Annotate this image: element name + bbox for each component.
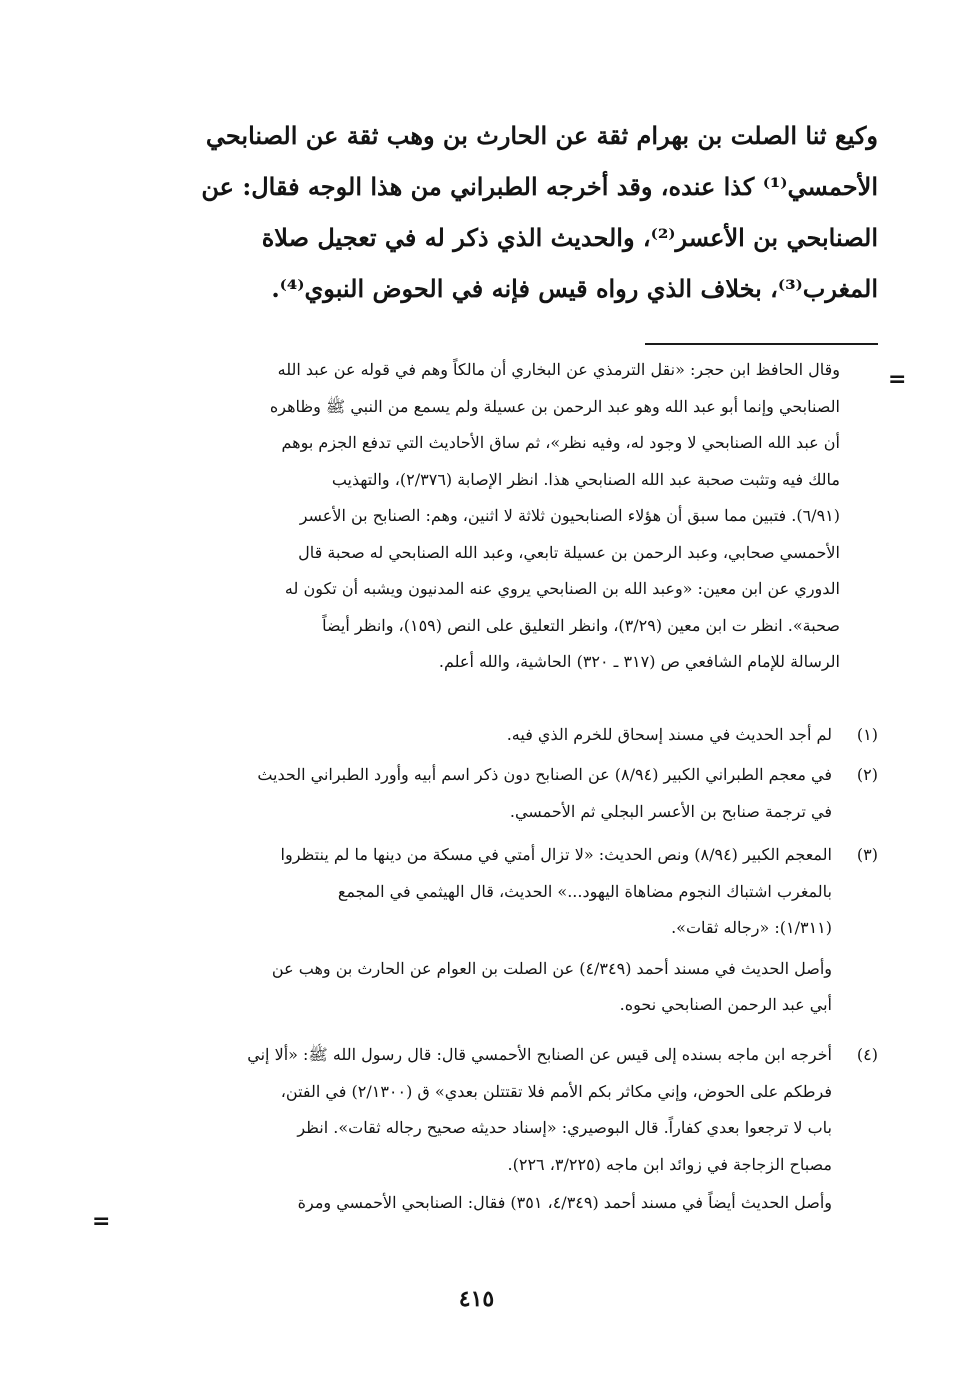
footnote-line: باب لا ترجعوا بعدي كفاراً. قال البوصيري: «إسناد حديثه صحيح رجاله ثقات». انظر — [297, 1118, 832, 1137]
footnote-line: وأصل الحديث أيضاً في مسند أحمد (٤/٣٤٩، ٣٥١) فقال: الصنابحي الأحمسي ومرة — [297, 1193, 832, 1212]
footnote-line: مصباح الزجاجة في زوائد ابن ماجه (٣/٢٢٥، ٢٢٦). — [507, 1154, 832, 1174]
main-text-line: المغرب⁽³⁾، بخلاف الذي رواه قيس فإنه في الحوض النبوي⁽⁴⁾. — [271, 274, 878, 303]
footnote-line: (١/٣١١): «رجاله ثقات». — [671, 918, 832, 937]
footnote-number: (٣) — [856, 845, 878, 864]
continuation-marker: = — [888, 367, 907, 392]
footnote-line: وقال الحافظ ابن حجر: «نقل الترمذي عن البخاري أن مالكاً وهم في قوله عن عبد الله — [277, 360, 840, 379]
footnote-2 — [120, 757, 878, 830]
footnote-number: (١) — [856, 725, 878, 744]
footnote-line: أبي عبد الرحمن الصنابحي نحوه. — [619, 995, 832, 1014]
footnote-4 — [120, 1037, 878, 1222]
footnote-separator — [645, 343, 878, 345]
main-text — [120, 110, 878, 314]
footnote-line: الدوري عن ابن معين: «وعبد الله بن الصنابحي يروي عنه المدنيون ويشبه أن تكون له — [284, 579, 840, 598]
main-text-line: الأحمسي⁽¹⁾ كذا عنده، وقد أخرجه الطبراني من هذا الوجه فقال: عن — [201, 172, 878, 201]
footnote-3 — [120, 837, 878, 1024]
footnote-1 — [120, 717, 878, 754]
footnote-line: الصنابحي وإنما أبو عبد الله وهو عبد الرحمن بن عسيلة ولم يسمع من النبي ﷺ وظاهره — [269, 396, 840, 416]
footnote-line: أخرجه ابن ماجه بسنده إلى قيس عن الصنابح الأحمسي قال: قال رسول الله ﷺ: «ألا إني — [247, 1045, 832, 1064]
footnote-line: فرطكم على الحوض، وإني مكاثر بكم الأمم فلا تقتتلن بعدي» ق (٢/١٣٠٠) في الفتن، — [280, 1081, 832, 1101]
footnote-line: لم أجد الحديث في مسند إسحاق للخرم الذي فيه. — [506, 725, 832, 744]
footnote-number: (٢) — [856, 765, 878, 784]
footnote-number: (٤) — [856, 1045, 878, 1064]
footnote-line: الأحمسي صحابي، وعبد الرحمن بن عسيلة تابعي، وعبد الله الصنابحي له صحبة قال — [298, 542, 840, 562]
footnote-line: المعجم الكبير (٨/٩٤) ونص الحديث: «لا تزال أمتي في مسكة من دينها ما لم ينتظروا — [280, 845, 832, 864]
main-text-line: وكيع ثنا الصلت بن بهرام ثقة عن الحارث بن وهب ثقة عن الصنابحي — [205, 121, 878, 150]
footnote-line: في معجم الطبراني الكبير (٨/٩٤) عن الصنابح دون ذكر اسم أبيه وأورد الطبراني الحديث — [257, 765, 832, 784]
footnote-line: في ترجمة صنابح بن الأعسر البجلي ثم الأحمسي. — [509, 801, 832, 821]
footnote-line: بالمغرب اشتباك النجوم مضاهاة اليهود...» الحديث، قال الهيثمي في المجمع — [337, 881, 832, 901]
page-number: ٤١٥ — [458, 1286, 495, 1312]
footnote-continuation — [120, 352, 840, 681]
footnote-line: (٦/٩١). فتبين مما سبق أن هؤلاء الصنابحيون ثلاثة لا اثنين، وهم: الصنابح بن الأعسر — [299, 506, 840, 525]
footnote-line: صحبة». انظر ت ابن معين (٣/٢٩)، وانظر التعليق على النص (١٥٩)، وانظر أيضاً — [322, 615, 840, 635]
footnote-line: مالك فيه وتثبت صحبة عبد الله الصنابحي هذا. انظر الإصابة (٢/٣٧٦)، والتهذيب — [331, 469, 840, 489]
main-text-line: الصنابحي بن الأعسر⁽²⁾، والحديث الذي ذكر له في تعجيل صلاة — [261, 223, 878, 252]
footnote-line: أن عبد الله الصنابحي لا وجود له، وفيه نظر»، ثم ساق الأحاديث التي تدفع الجزم بوهم — [281, 433, 840, 452]
continuation-end-marker: = — [92, 1209, 111, 1234]
footnote-line: وأصل الحديث في مسند أحمد (٤/٣٤٩) عن الصلت بن العوام عن الحارث بن وهب عن — [271, 958, 832, 978]
footnote-line: الرسالة للإمام الشافعي ص (٣١٧ ـ ٣٢٠) الحاشية، والله أعلم. — [438, 652, 840, 671]
